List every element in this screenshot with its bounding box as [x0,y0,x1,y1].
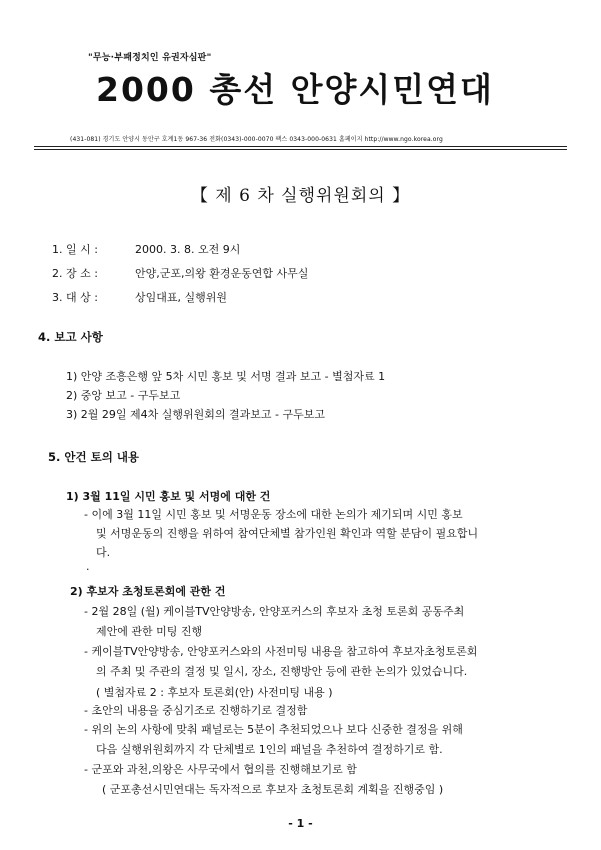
agenda-item-line: - 위의 논의 사항에 맞춰 패널로는 5분이 추천되었으나 보다 신중한 결정을 위해 [84,723,463,736]
agenda-item-line: 제안에 관한 미팅 진행 [96,625,203,638]
agenda-item-line: - 초안의 내용을 중심기조로 진행하기로 결정함 [84,704,308,717]
meeting-info-label: 2. 장 소 : [52,267,98,280]
agenda-item-line: - 케이블TV안양방송, 안양포커스와의 사전미팅 내용을 참고하여 후보자초청토론회 [84,645,478,658]
header-divider [34,146,567,147]
agenda-item-title: 1) 3월 11일 시민 홍보 및 서명에 대한 건 [66,490,271,503]
agenda-item-line: - 이에 3월 11일 시민 홍보 및 서명운동 장소에 대한 논의가 제기되며 시민 홍보 [84,508,463,521]
contact-address: (431-081) 경기도 안양시 동안구 호계1동 967-36 전화(0343)-000-0070 팩스 0343-000-0631 홈페이지 http://www.ngo.korea.org [70,136,443,143]
agenda-item-line: 의 주최 및 주관의 결정 및 일시, 장소, 진행방안 등에 관한 논의가 있었습니다. [96,665,468,678]
tagline: "무능·부패정치인 유권자심판" [88,53,212,63]
meeting-info-value: 안양,군포,의왕 환경운동연합 사무실 [135,267,309,280]
agenda-item-line: 다. [96,546,111,559]
report-heading: 4. 보고 사항 [38,330,103,344]
agenda-item-title: 2) 후보자 초청토론회에 관한 건 [70,585,226,598]
agenda-heading: 5. 안건 토의 내용 [48,450,140,464]
report-item: 3) 2월 29일 제4차 실행위원회의 결과보고 - 구두보고 [66,408,325,421]
agenda-item-line: - 군포와 과천,의왕은 사무국에서 협의를 진행해보기로 함 [84,763,357,776]
meeting-info-label: 3. 대 상 : [52,291,98,304]
meeting-info-value: 상임대표, 실행위원 [135,291,228,304]
agenda-item-line: - 2월 28일 (월) 케이블TV안양방송, 안양포커스의 후보자 초청 토론회 공동주최 [84,605,465,618]
agenda-item-line: ( 별첨자료 2 : 후보자 토론회(안) 사전미팅 내용 ) [96,686,333,699]
page-number: - 1 - [288,817,313,830]
document-title: 【 제 6 차 실행위원회의 】 [190,186,411,206]
stray-dot: · [86,563,90,576]
agenda-item-line: 다음 실행위원회까지 각 단체별로 1인의 패널을 추천하여 결정하기로 함. [96,743,443,756]
meeting-info-value: 2000. 3. 8. 오전 9시 [135,243,241,256]
agenda-item-line: ( 군포총선시민연대는 독자적으로 후보자 초청토론회 계획을 진행중임 ) [102,783,444,796]
organization-title: 2000 총선 안양시민연대 [96,70,494,109]
header-divider [34,149,567,150]
report-item: 2) 중앙 보고 - 구두보고 [66,389,181,402]
agenda-item-line: 및 서명운동의 진행을 위하여 참여단체별 참가인원 확인과 역할 분담이 필요합니 [96,527,479,540]
meeting-info-label: 1. 일 시 : [52,243,98,256]
report-item: 1) 안양 조흥은행 앞 5차 시민 홍보 및 서명 결과 보고 - 별첨자료 1 [66,370,386,383]
